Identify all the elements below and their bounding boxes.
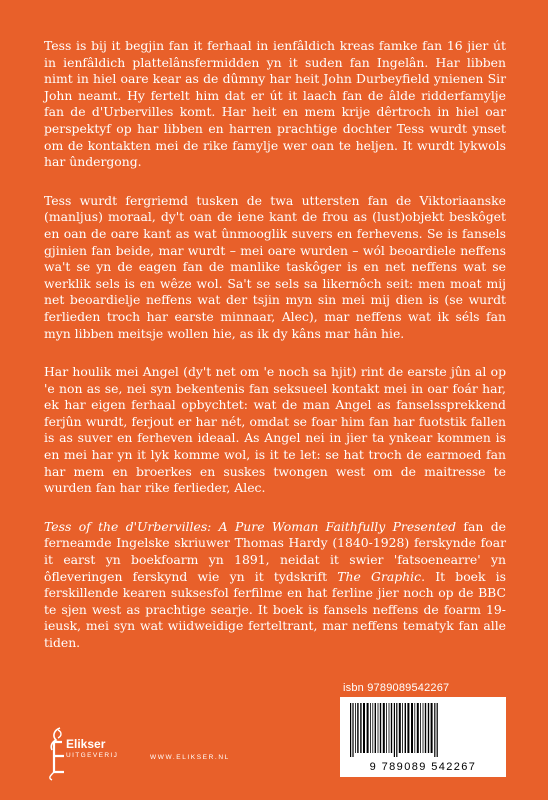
publisher-imprint: UITGEVERIJ [66, 752, 119, 759]
barcode-bar [357, 703, 358, 753]
blurb-paragraph-3: Har houlik mei Angel (dy't net om 'e noch sa hjit) rint de earste jûn al op 'e non as se, nei syn bekentenis fan seksueel kontakt mei in oar foár har, ek har eigen ferhaal opbychtet: wat de man Angel as fanselssprekkend ferjûn wurdt, ferjout er har nét, omdat se foar him fan har fuotstik fallen is as suver en ferheven ideaal. As Angel nei in jier ta ynkear kommen is en mei har yn it lyk komme wol, is it te let: se hat troch de earmoed fan har mem en broerkes en suskes twongen west om de maitresse te wurden fan har rike ferlieder, Alec. [44, 364, 506, 496]
isbn-label: isbn 9789089542267 [343, 682, 450, 694]
barcode-bar [350, 703, 351, 757]
barcode-bar [431, 703, 433, 753]
barcode-bar [389, 703, 390, 753]
barcode-bar [437, 703, 438, 757]
barcode-bars [348, 703, 498, 757]
barcode [340, 697, 506, 777]
barcode-bar [399, 703, 401, 753]
barcode-bar [407, 703, 409, 753]
barcode-bar [405, 703, 406, 753]
publisher-website: WWW.ELIKSER.NL [150, 754, 230, 761]
barcode-bar [383, 703, 385, 753]
barcode-bar [380, 703, 381, 753]
publisher-brand: Elikser [66, 737, 106, 751]
barcode-bar [370, 703, 371, 753]
barcode-bar [423, 703, 424, 753]
barcode-bar [411, 703, 413, 753]
barcode-bar [417, 703, 419, 753]
barcode-bar [434, 703, 435, 757]
blurb-paragraph-4-part1: fan de ferneamde Ingelske skriuwer Thomas Hardy (1840-1928) ferskynde foar it earst yn boekfoarm yn 1891, neidat it swier 'fatsoenearre' yn ôfleveringen ferskynd wie yn it tydskrift [44, 518, 506, 584]
barcode-bar [386, 703, 387, 753]
barcode-bar [420, 703, 421, 753]
barcode-bar [375, 703, 376, 753]
blurb-paragraph-4 [44, 519, 506, 652]
back-cover-blurb [44, 38, 506, 674]
barcode-bar [394, 703, 395, 757]
blurb-paragraph-4-part2: . It boek is ferskillende kearen suksesfol ferfilme en hat ferline jier noch op de BBC te sjen west as prachtige searje. It boek is fansels neffens de foarm 19-ieusk, mei syn wat wiidweidige ferteltrant, mar neffens tematyk fan alle tiden. [44, 568, 506, 650]
barcode-bar [414, 703, 415, 753]
barcode-bar [402, 703, 403, 753]
blurb-paragraph-1: Tess is bij it begjin fan it ferhaal in ienfâldich kreas famke fan 16 jier út in ienfâldich plattelânsfermidden yn it suden fan Ingelân. Har libben nimt in hiel oare kear as de dûmny har heit John Durbeyfield ynienen Sir John neamt. Hy fertelt him dat er út it laach fan de âlde ridderfamylje fan de d'Urbervilles komt. Har heit en mem krije dêrtroch in hiel oar perspektyf op har libben en harren prachtige dochter Tess wurdt ynset om de kontakten mei de rike famylje wer oan te heljen. It wurdt lykwols har ûndergong. [44, 38, 506, 170]
magazine-title: The Graphic [337, 568, 422, 584]
barcode-bar [425, 703, 426, 753]
barcode-bar [396, 703, 397, 757]
blurb-paragraph-2: Tess wurdt fergriemd tusken de twa uttersten fan de Viktoriaanske (manljus) moraal, dy't oan de iene kant de frou as (lust)objekt beskôget en oan de oare kant as wat ûnmooglik suvers en ferhevens. Se is fansels gjinien fan beide, mar wurdt – mei oare wurden – wól beoardiele neffens wa't se yn de eagen fan de manlike taskôger is en net neffens wat se werklik sels is en wêze wol. Sa't se sels sa likernôch seit: men moat mij net beoardielje neffens wat der tsjin myn sin mei mij dien is (se wurdt ferlieden troch har earste minnaar, Alec), mar neffens wat ik séls fan myn libben meitsje wollen hie, as ik dy kâns mar hân hie. [44, 192, 506, 341]
barcode-bar [378, 703, 379, 753]
barcode-digits: 9 789089 542267 [369, 761, 477, 773]
barcode-bar [428, 703, 429, 753]
barcode-bar [367, 703, 369, 753]
barcode-bar [360, 703, 361, 753]
barcode-bar [391, 703, 392, 753]
barcode-bar [352, 703, 353, 757]
barcode-bar [355, 703, 356, 753]
barcode-bar [372, 703, 373, 753]
barcode-bar [363, 703, 365, 753]
book-title: Tess of the d'Urbervilles: A Pure Woman Faithfully Presented [44, 518, 457, 534]
